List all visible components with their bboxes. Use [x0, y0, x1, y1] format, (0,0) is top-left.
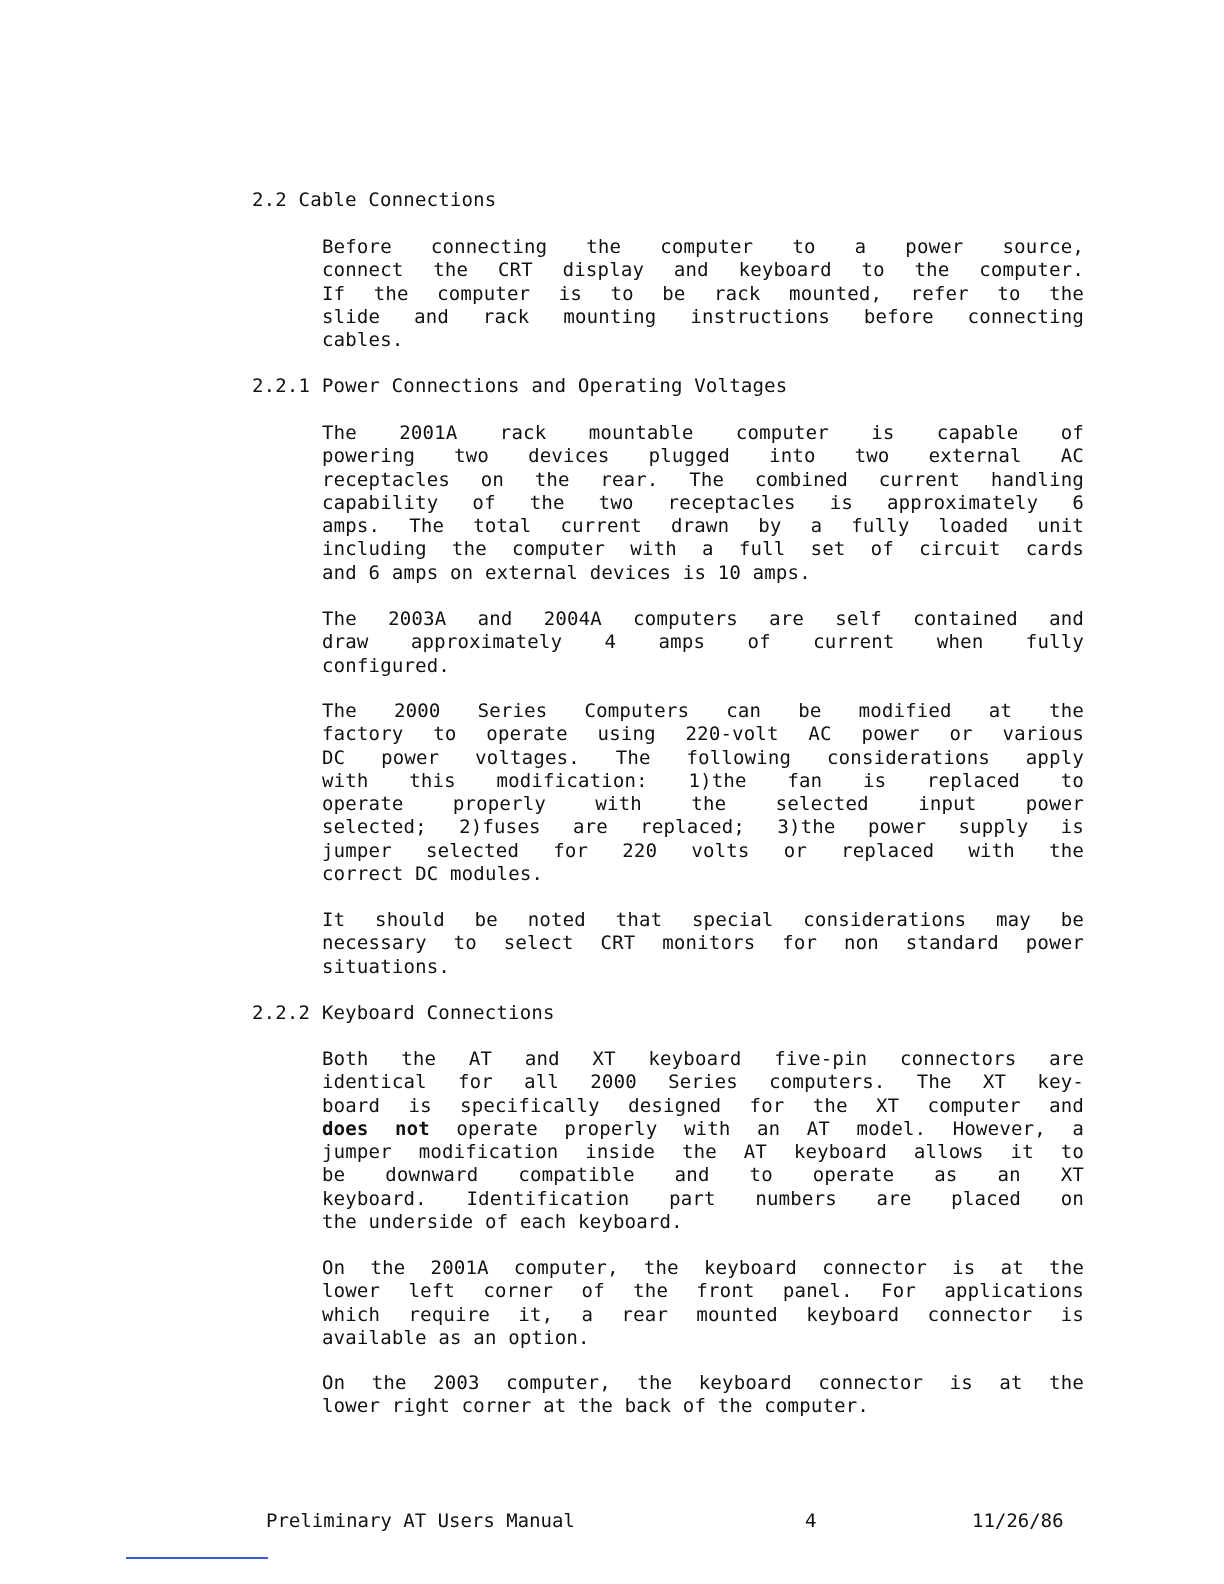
text-line: and 6 amps on external devices is 10 amps. — [322, 561, 811, 584]
text-line: If the computer is to be rack mounted, refer to the — [322, 282, 1084, 305]
text-line: configured. — [322, 654, 451, 677]
text-line: identical for all 2000 Series computers. The XT key- — [322, 1071, 1084, 1094]
text-line: receptacles on the rear. The combined current handling — [322, 468, 1084, 491]
section-heading-cable-connections: 2.2 Cable Connections — [252, 189, 497, 211]
text-line: powering two devices plugged into two external AC — [322, 445, 1084, 468]
paragraph-keyboard-2001a — [322, 1257, 1084, 1350]
paragraph-power-2001a — [322, 422, 1084, 585]
text-line: connect the CRT display and keyboard to the computer. — [322, 259, 1084, 282]
text-line: capability of the two receptacles is approximately 6 — [322, 491, 1084, 514]
text-line: The 2000 Series Computers can be modified at the — [322, 700, 1084, 722]
text-line: The 2003A and 2004A computers are self contained and — [322, 608, 1084, 630]
text-line: On the 2003 computer, the keyboard connector is at the — [322, 1372, 1084, 1394]
text-line: including the computer with a full set of circuit cards — [322, 538, 1084, 561]
text-line: jumper selected for 220 volts or replaced with the — [322, 839, 1084, 862]
paragraph-cable-intro — [322, 236, 1084, 352]
text-fragment: operate properly with an AT model. However, a — [429, 1117, 1084, 1140]
text-line: selected; 2)fuses are replaced; 3)the power supply is — [322, 816, 1084, 839]
text-line: Both the AT and XT keyboard five-pin connectors are — [322, 1048, 1084, 1070]
paragraph-keyboard-compatibility — [322, 1048, 1084, 1234]
text-line: jumper modification inside the AT keyboard allows it to — [322, 1141, 1084, 1164]
footer-page-number: 4 — [805, 1510, 817, 1532]
text-line: DC power voltages. The following considerations apply — [322, 746, 1084, 769]
text-line: available as an option. — [322, 1326, 590, 1349]
text-line: lower right corner at the back of the computer. — [322, 1395, 870, 1418]
paragraph-power-crt-note — [322, 909, 1084, 979]
footer-date: 11/26/86 — [972, 1510, 1064, 1532]
section-heading-power-connections: 2.2.1 Power Connections and Operating Voltages — [252, 375, 788, 397]
section-heading-keyboard-connections: 2.2.2 Keyboard Connections — [252, 1002, 555, 1024]
text-line: It should be noted that special considerations may be — [322, 909, 1084, 931]
emphasis-text: does not — [322, 1117, 430, 1140]
text-line: lower left corner of the front panel. For applications — [322, 1280, 1084, 1303]
paragraph-power-2003a-2004a — [322, 608, 1084, 678]
text-line: slide and rack mounting instructions before connecting — [322, 305, 1084, 328]
text-line: amps. The total current drawn by a fully loaded unit — [322, 515, 1084, 538]
text-line: situations. — [322, 955, 451, 978]
text-line: keyboard. Identification part numbers are placed on — [322, 1187, 1084, 1210]
text-line: the underside of each keyboard. — [322, 1211, 683, 1234]
text-line: On the 2001A computer, the keyboard connector is at the — [322, 1257, 1084, 1279]
text-line: draw approximately 4 amps of current when fully — [322, 631, 1084, 654]
text-line: be downward compatible and to operate as an XT — [322, 1164, 1084, 1187]
paragraph-power-modifications — [322, 700, 1084, 886]
text-line: necessary to select CRT monitors for non standard power — [322, 932, 1084, 955]
text-line: Before connecting the computer to a power source, — [322, 236, 1084, 258]
text-line: factory to operate using 220-volt AC power or various — [322, 723, 1084, 746]
text-line: operate properly with the selected input power — [322, 793, 1084, 816]
text-line: cables. — [322, 329, 404, 352]
text-line-with-emphasis — [322, 1118, 1084, 1141]
footer-document-title: Preliminary AT Users Manual — [266, 1510, 575, 1532]
text-line: which require it, a rear mounted keyboard connector is — [322, 1303, 1084, 1326]
text-line: The 2001A rack mountable computer is capable of — [322, 422, 1084, 444]
text-line: board is specifically designed for the XT computer and — [322, 1094, 1084, 1117]
paragraph-keyboard-2003 — [322, 1372, 1084, 1419]
scan-margin-mark — [126, 1557, 268, 1559]
text-line: with this modification: 1)the fan is replaced to — [322, 769, 1084, 792]
text-line: correct DC modules. — [322, 863, 544, 886]
